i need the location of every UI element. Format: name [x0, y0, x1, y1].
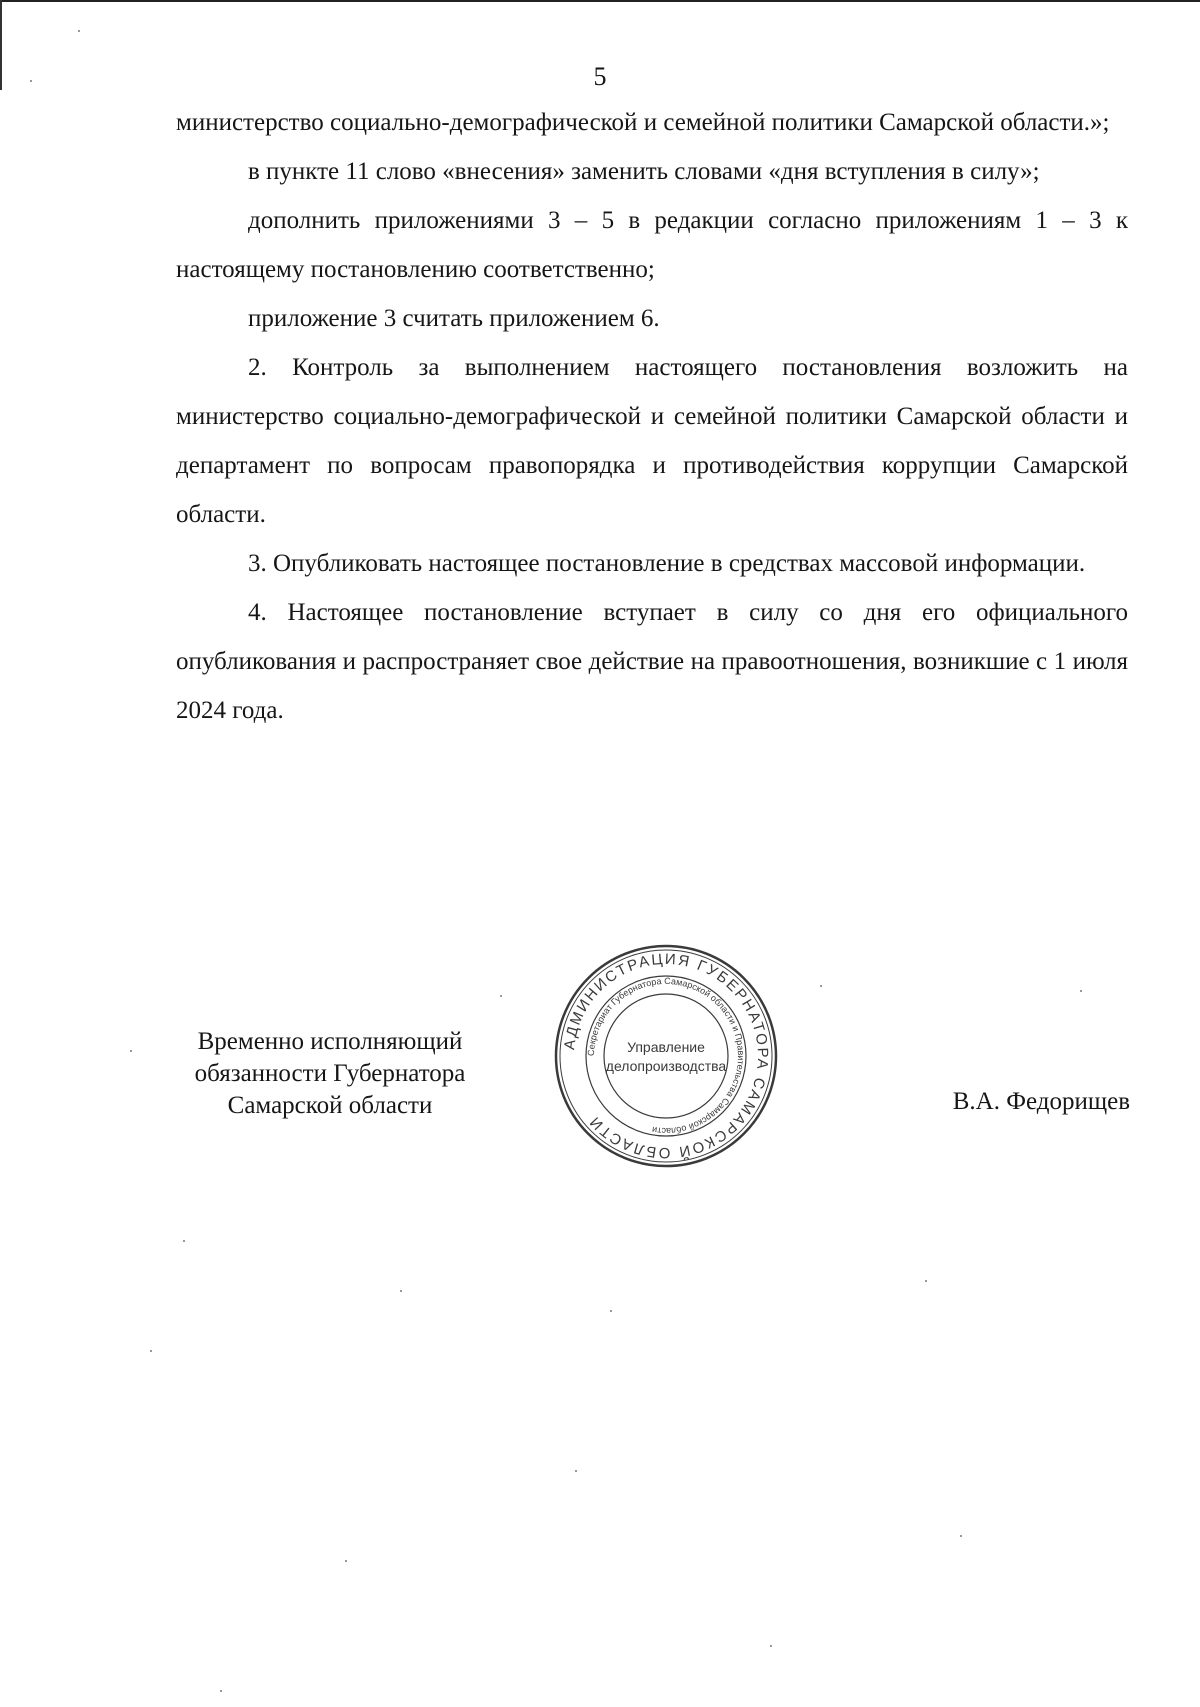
seal-outer-text: АДМИНИСТРАЦИЯ ГУБЕРНАТОРА САМАРСКОЙ ОБЛАСТИ — [561, 950, 772, 1162]
scan-speck — [960, 1535, 962, 1537]
seal-center-line: Управление — [627, 1039, 705, 1055]
official-seal — [553, 943, 779, 1169]
scan-speck — [30, 80, 32, 82]
seal-inner-ring-text: Секретариат Губернатора Самарской области и Правительства Самарской области — [585, 975, 747, 1137]
scan-speck — [610, 1310, 612, 1312]
paragraph: 2. Контроль за выполнением настоящего постановления возложить на министерство социально-демографической и семейной политики Самарской области и департамент по вопросам правопорядка и противодействия коррупции Самарской области. — [176, 354, 1128, 528]
scan-speck — [575, 1470, 577, 1472]
scan-speck — [1080, 990, 1082, 992]
signatory-position-line: обязанности Губернатора — [194, 1060, 466, 1087]
signatory-position-line: Самарской области — [227, 1092, 433, 1119]
paragraph: в пункте 11 слово «внесения» заменить словами «дня вступления в силу»; — [248, 158, 1040, 185]
signatory-position-line: Временно исполняющий — [197, 1028, 463, 1055]
scan-speck — [400, 1290, 402, 1292]
scan-speck — [925, 1280, 927, 1282]
scan-speck — [183, 1240, 185, 1242]
signatory-name: В.А. Федорищев — [952, 1088, 1130, 1115]
scan-speck — [345, 1560, 347, 1562]
scan-speck — [150, 1350, 152, 1352]
scan-speck — [500, 995, 502, 997]
paragraph: дополнить приложениями 3 – 5 в редакции согласно приложениям 1 – 3 к настоящему постановлению соответственно; — [176, 207, 1128, 283]
seal-inner-ring — [604, 994, 728, 1118]
paragraph: 4. Настоящее постановление вступает в силу со дня его официального опубликования и распространяет свое действие на правоотношения, возникшие с 1 июля 2024 года. — [176, 599, 1128, 724]
signatory-position — [170, 1026, 490, 1122]
seal-center-line: делопроизводства — [605, 1058, 727, 1074]
scan-speck — [78, 30, 80, 32]
paragraph: приложение 3 считать приложением 6. — [248, 305, 660, 332]
scan-speck — [820, 985, 822, 987]
scan-speck — [130, 1050, 132, 1052]
document-body — [176, 98, 1128, 735]
scan-top-border — [0, 0, 1200, 2]
page-number: 5 — [593, 62, 607, 91]
paragraph: министерство социально-демографической и семейной политики Самарской области.»; — [176, 109, 1110, 136]
scan-speck — [220, 1690, 222, 1692]
paragraph: 3. Опубликовать настоящее постановление в средствах массовой информации. — [248, 550, 1086, 577]
scan-speck — [770, 1645, 772, 1647]
